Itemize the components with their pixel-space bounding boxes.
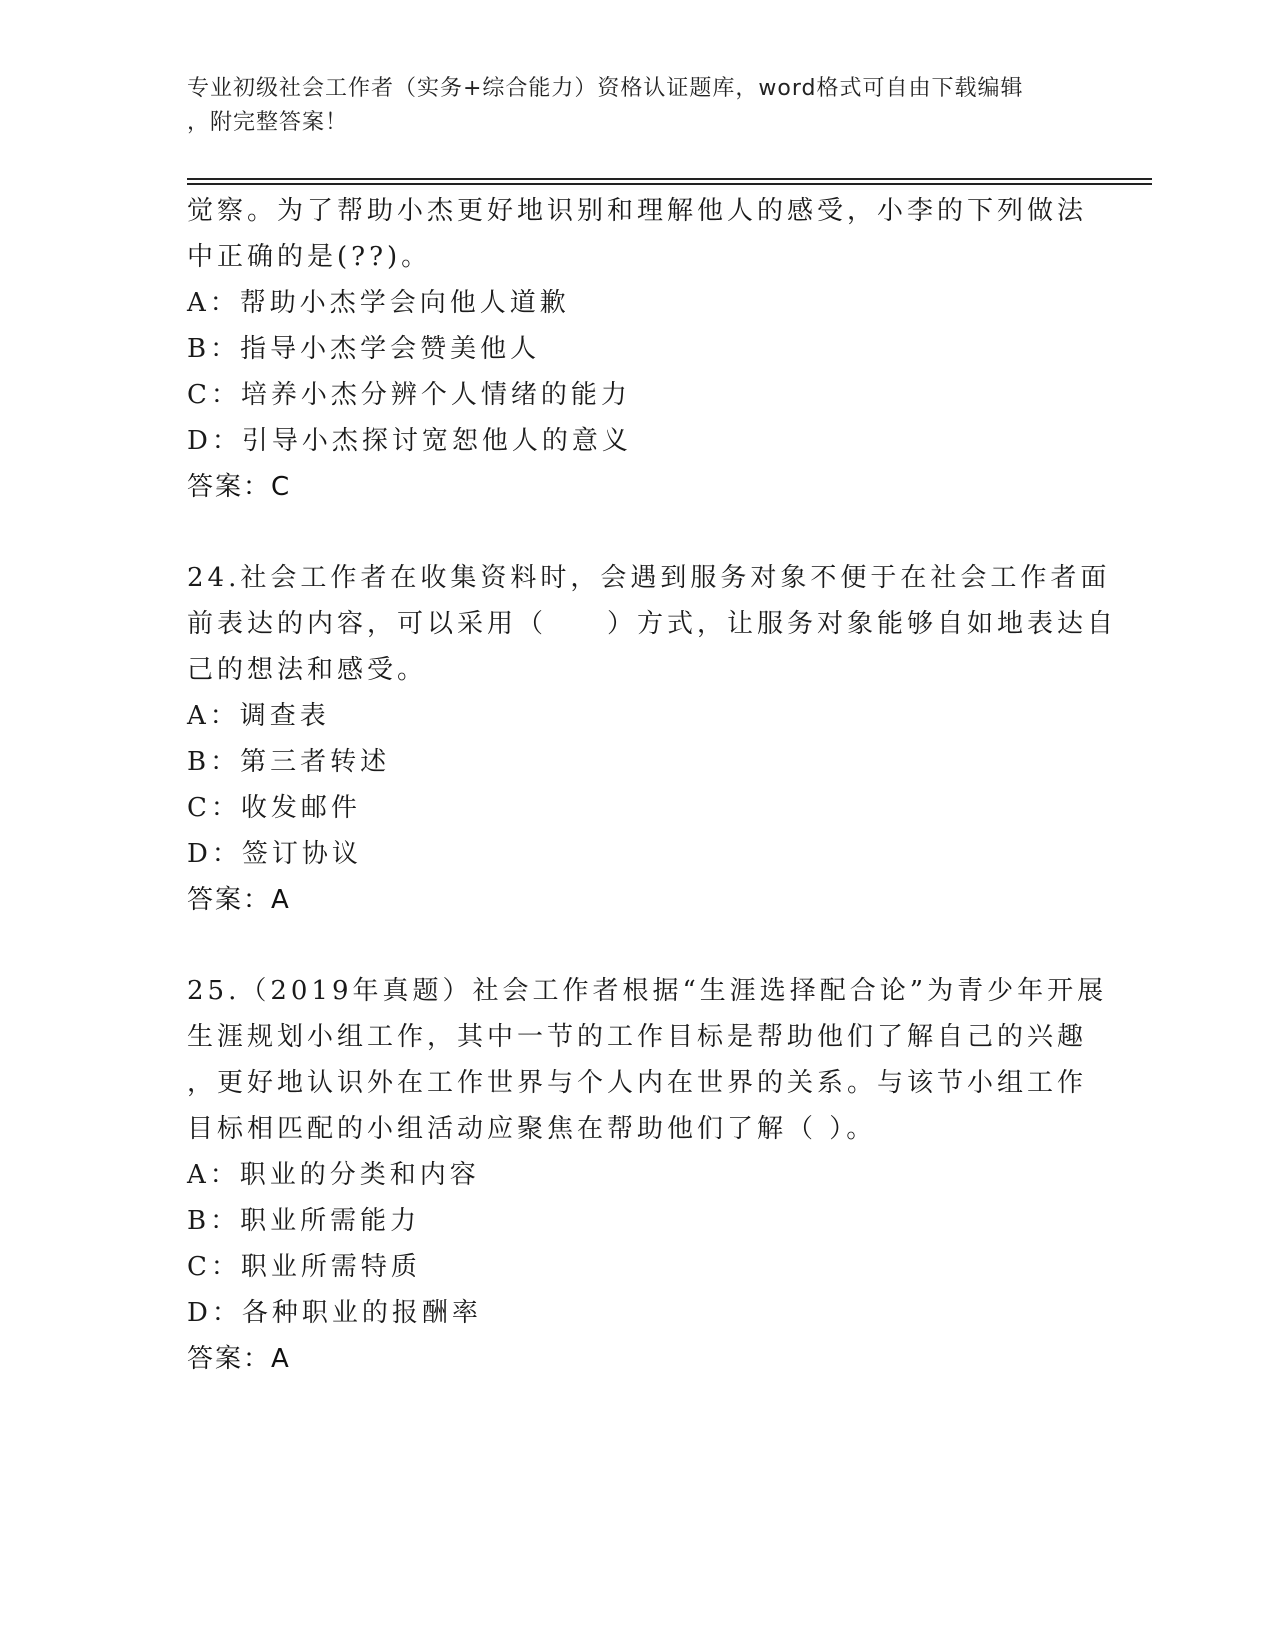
option-a: A：职业的分类和内容 xyxy=(187,1160,480,1190)
header-line-2: ，附完整答案！ xyxy=(187,110,349,135)
option-c: C：培养小杰分辨个人情绪的能力 xyxy=(187,380,631,410)
option-c: C：收发邮件 xyxy=(187,793,361,823)
question-25 xyxy=(187,968,1108,1382)
question-stem-line: 生涯规划小组工作，其中一节的工作目标是帮助他们了解自己的兴趣 xyxy=(187,1022,1088,1052)
question-stem-line: 24.社会工作者在收集资料时，会遇到服务对象不便于在社会工作者面 xyxy=(187,563,1111,593)
question-23-continued xyxy=(187,188,1087,510)
question-stem-line: 目标相匹配的小组活动应聚焦在帮助他们了解（ ）。 xyxy=(187,1114,877,1144)
header-divider-top xyxy=(187,178,1152,180)
question-spacer xyxy=(187,923,1087,968)
option-d: D：各种职业的报酬率 xyxy=(187,1298,482,1328)
option-a: A：帮助小杰学会向他人道歉 xyxy=(187,288,570,318)
question-stem-line: 己的想法和感受。 xyxy=(187,655,428,685)
answer-line: 答案：A xyxy=(187,885,291,915)
option-d: D：签订协议 xyxy=(187,839,362,869)
option-a: A：调查表 xyxy=(187,701,330,731)
question-stem-line: 前表达的内容，可以采用（ ）方式，让服务对象能够自如地表达自 xyxy=(187,609,1118,639)
question-stem-line: 25.（2019年真题）社会工作者根据“生涯选择配合论”为青少年开展 xyxy=(187,976,1108,1006)
question-stem-line: 中正确的是(??)。 xyxy=(187,242,432,272)
document-header xyxy=(187,72,1087,140)
question-stem-line: ，更好地认识外在工作世界与个人内在世界的关系。与该节小组工作 xyxy=(187,1068,1088,1098)
answer-line: 答案：C xyxy=(187,472,292,502)
question-stem-line: 觉察。为了帮助小杰更好地识别和理解他人的感受，小李的下列做法 xyxy=(187,196,1088,226)
header-divider-bottom xyxy=(187,183,1152,185)
option-b: B：职业所需能力 xyxy=(187,1206,421,1236)
option-b: B：第三者转述 xyxy=(187,747,391,777)
option-d: D：引导小杰探讨宽恕他人的意义 xyxy=(187,426,632,456)
question-list xyxy=(187,188,1118,1382)
question-24 xyxy=(187,555,1118,923)
answer-line: 答案：A xyxy=(187,1344,291,1374)
header-line-1: 专业初级社会工作者（实务+综合能力）资格认证题库，word格式可自由下载编辑 xyxy=(187,76,1024,101)
option-c: C：职业所需特质 xyxy=(187,1252,421,1282)
option-b: B：指导小杰学会赞美他人 xyxy=(187,334,541,364)
question-spacer xyxy=(187,510,1087,555)
